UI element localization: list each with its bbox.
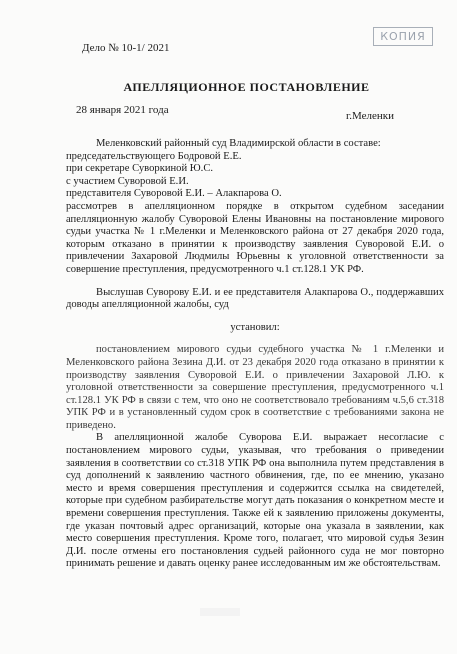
document-title: АПЕЛЛЯЦИОННОЕ ПОСТАНОВЛЕНИЕ (123, 80, 370, 94)
decision-date: 28 января 2021 года (76, 104, 169, 116)
considering-paragraph: рассмотрев в апелляционном порядке в открытом судебном заседании апелляционную жалобу Суворовой Елены Ивановны на постановление мирового судьи участка № 1 г.Меленки и Меленковского района от 27 декабря 2020 года, которым отказано в принятии к производству заявления Суворовой Е.И. о привлечении Захаровой Людмилы Юрьевны к уголовной ответственности за совершение преступления, предусмотренного ч.1 ст.128.1 УК РФ. (66, 200, 444, 275)
document-body (66, 138, 444, 571)
participant-line: с участием Суворовой Е.И. (66, 175, 189, 187)
ruling-paragraph: постановлением мирового судьи судебного участка № 1 г.Меленки и Меленковского района Зезина Д.И. от 23 декабря 2020 года отказано в принятии к производству заявления Суворовой Е.И. о привлечении Захаровой Л.Ю. к уголовной ответственности за совершение преступления, предусмотренного ч.1 ст.128.1 УК РФ в связи с тем, что оно не соответствовало требованиям ч.5,6 ст.318 УПК РФ и в установленный судом срок в соответствие с требованиями закона не приведено. (66, 344, 444, 431)
decision-city: г.Меленки (346, 110, 395, 122)
page-bottom-mark (200, 608, 240, 616)
appeal-paragraph: В апелляционной жалобе Суворова Е.И. выражает несогласие с постановлением мирового судьи, указывая, что требования о приведении заявления в соответствии со ст.318 УПК РФ она выполнила путем представления в суд дополнений к заявлению частного обвинения, где, по ее мнению, указано место и время совершения преступления и содержится ссылка на свидетелей, которые при судебном разбирательстве могут дать показания о конкретном месте и времени совершения преступления. Также ей к заявлению приложены документы, где указан почтовый адрес организаций, которые она указала в заявлении, как место совершения преступления. Кроме того, полагает, что мировой судья Зезин Д.И. после отмены его постановления судьей районного суда не мог повторно принимать решение и давать оценку ранее исследованным им же обстоятельствам. (66, 432, 444, 570)
case-number: Дело № 10-1/ 2021 (82, 42, 170, 54)
court-line: Меленковский районный суд Владимирской области в составе: (96, 138, 381, 149)
established-heading: установил: (230, 321, 280, 333)
spacer (66, 277, 444, 287)
presiding-line: председательствующего Бодровой Е.Е. (66, 150, 242, 162)
heard-paragraph: Выслушав Суворову Е.И. и ее представителя Алакпарова О., поддержавших доводы апелляционной жалобы, суд (66, 286, 444, 311)
representative-line: представителя Суворовой Е.И. – Алакпарова О. (66, 188, 282, 200)
spacer (66, 334, 444, 344)
copy-stamp: КОПИЯ (373, 27, 433, 46)
secretary-line: при секретаре Суворкиной Ю.С. (66, 163, 214, 175)
spacer (66, 312, 444, 322)
